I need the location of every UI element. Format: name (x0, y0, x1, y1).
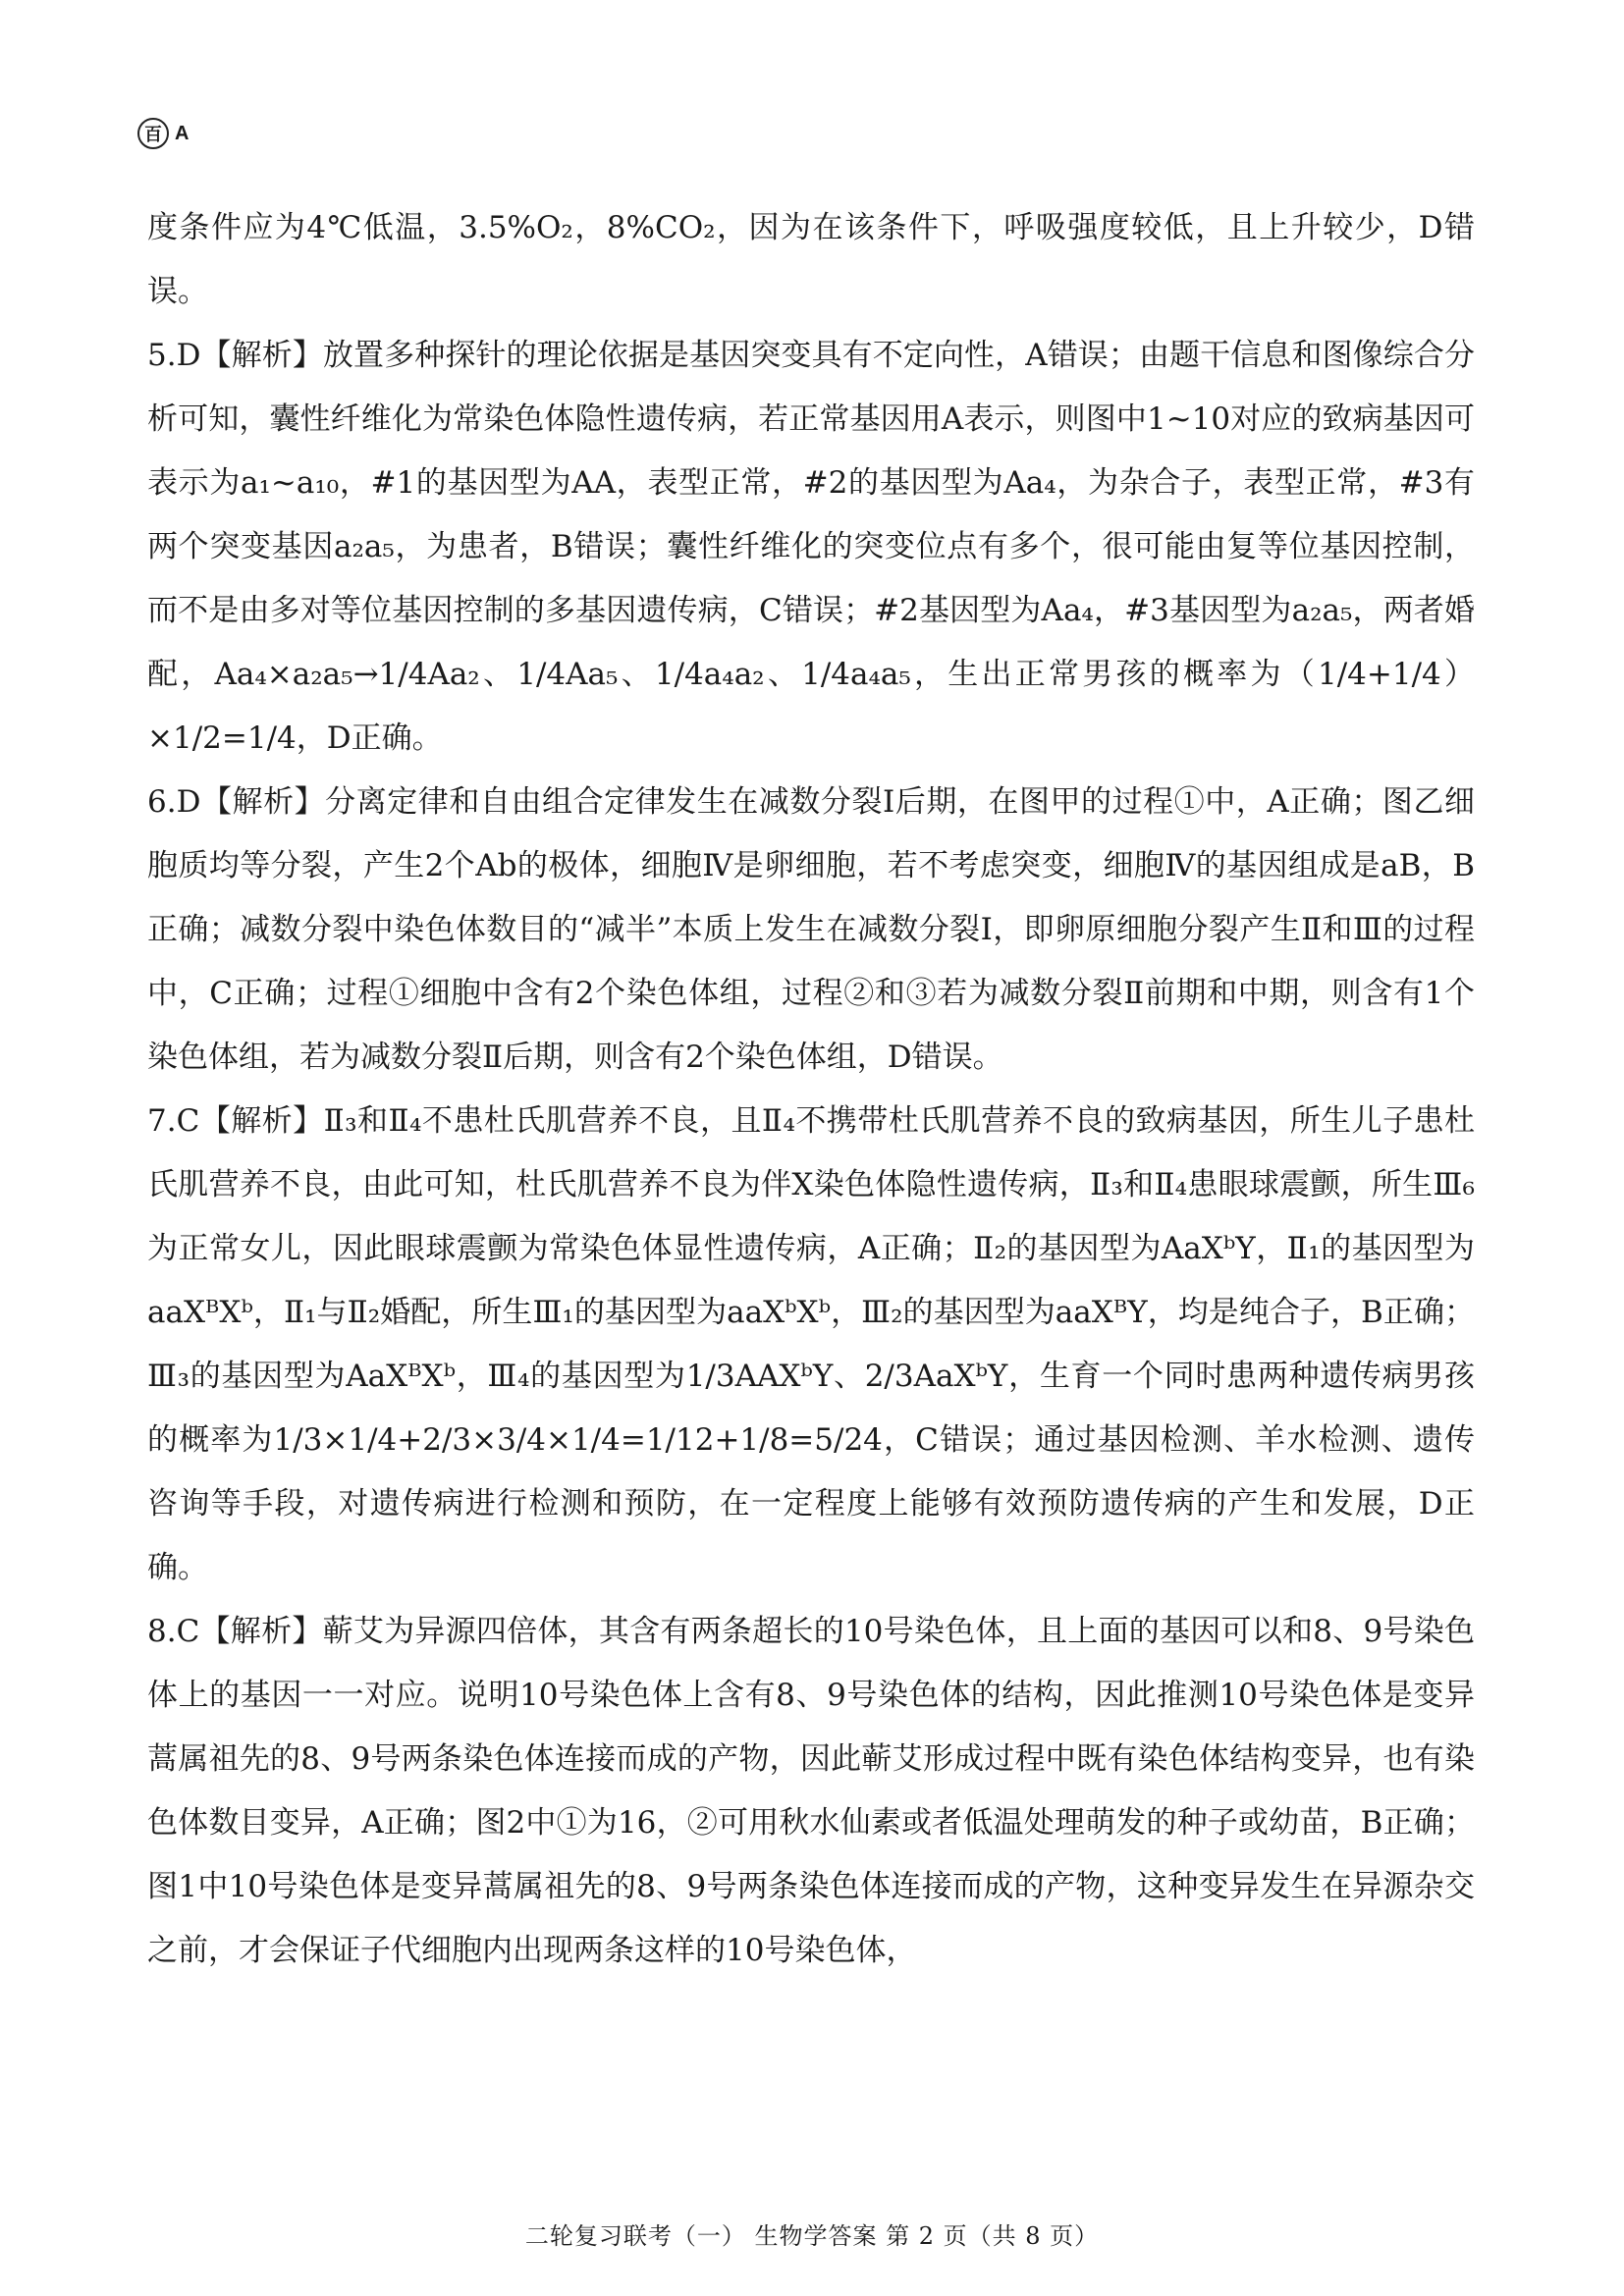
page-footer: 二轮复习联考（一） 生物学答案 第 2 页（共 8 页） (524, 2222, 1100, 2250)
paragraph-continuation: 度条件应为4℃低温，3.5%O₂，8%CO₂，因为在该条件下，呼吸强度较低，且上升较少，D错误。 (147, 210, 1475, 309)
logo-letter: A (175, 122, 189, 144)
paragraph-answer-8: 8.C【解析】蕲艾为异源四倍体，其含有两条超长的10号染色体，且上面的基因可以和8、9号染色体上的基因一一对应。说明10号染色体上含有8、9号染色体的结构，因此推测10号染色体是变异蒿属祖先的8、9号两条染色体连接而成的产物，因此蕲艾形成过程中既有染色体结构变异，也有染色体数目变异，A正确；图2中①为16，②可用秋水仙素或者低温处理萌发的种子或幼苗，B正确；图1中10号染色体是变异蒿属祖先的8、9号两条染色体连接而成的产物，这种变异发生在异源杂交之前，才会保证子代细胞内出现两条这样的10号染色体， (147, 1614, 1475, 1968)
paragraph-answer-6: 6.D【解析】分离定律和自由组合定律发生在减数分裂Ⅰ后期，在图甲的过程①中，A正确；图乙细胞质均等分裂，产生2个Ab的极体，细胞Ⅳ是卵细胞，若不考虑突变，细胞Ⅳ的基因组成是aB，B正确；减数分裂中染色体数目的“减半”本质上发生在减数分裂Ⅰ，即卵原细胞分裂产生Ⅱ和Ⅲ的过程中，C正确；过程①细胞中含有2个染色体组，过程②和③若为减数分裂Ⅱ前期和中期，则含有1个染色体组，若为减数分裂Ⅱ后期，则含有2个染色体组，D错误。 (147, 784, 1475, 1075)
paragraph-answer-7: 7.C【解析】Ⅱ₃和Ⅱ₄不患杜氏肌营养不良，且Ⅱ₄不携带杜氏肌营养不良的致病基因，所生儿子患杜氏肌营养不良，由此可知，杜氏肌营养不良为伴X染色体隐性遗传病，Ⅱ₃和Ⅱ₄患眼球震颤，所生Ⅲ₆为正常女儿，因此眼球震颤为常染色体显性遗传病，A正确；Ⅱ₂的基因型为AaXᵇY，Ⅱ₁的基因型为aaXᴮXᵇ，Ⅱ₁与Ⅱ₂婚配，所生Ⅲ₁的基因型为aaXᵇXᵇ，Ⅲ₂的基因型为aaXᴮY，均是纯合子，B正确；Ⅲ₃的基因型为AaXᴮXᵇ，Ⅲ₄的基因型为1/3AAXᵇY、2/3AaXᵇY，生育一个同时患两种遗传病男孩的概率为1/3×1/4+2/3×3/4×1/4=1/12+1/8=5/24，C错误；通过基因检测、羊水检测、遗传咨询等手段，对遗传病进行检测和预防，在一定程度上能够有效预防遗传病的产生和发展，D正确。 (147, 1103, 1475, 1585)
logo-circle-icon: 百 (137, 118, 169, 149)
answer-text-body (147, 196, 1475, 1983)
brand-logo (137, 118, 189, 149)
paragraph-answer-5: 5.D【解析】放置多种探针的理论依据是基因突变具有不定向性，A错误；由题干信息和图像综合分析可知，囊性纤维化为常染色体隐性遗传病，若正常基因用A表示，则图中1~10对应的致病基因可表示为a₁~a₁₀，#1的基因型为AA，表型正常，#2的基因型为Aa₄，为杂合子，表型正常，#3有两个突变基因a₂a₅，为患者，B错误；囊性纤维化的突变位点有多个，很可能由复等位基因控制，而不是由多对等位基因控制的多基因遗传病，C错误；#2基因型为Aa₄，#3基因型为a₂a₅，两者婚配，Aa₄×a₂a₅→1/4Aa₂、1/4Aa₅、1/4a₄a₂、1/4a₄a₅，生出正常男孩的概率为（1/4+1/4）×1/2=1/4，D正确。 (147, 338, 1475, 756)
